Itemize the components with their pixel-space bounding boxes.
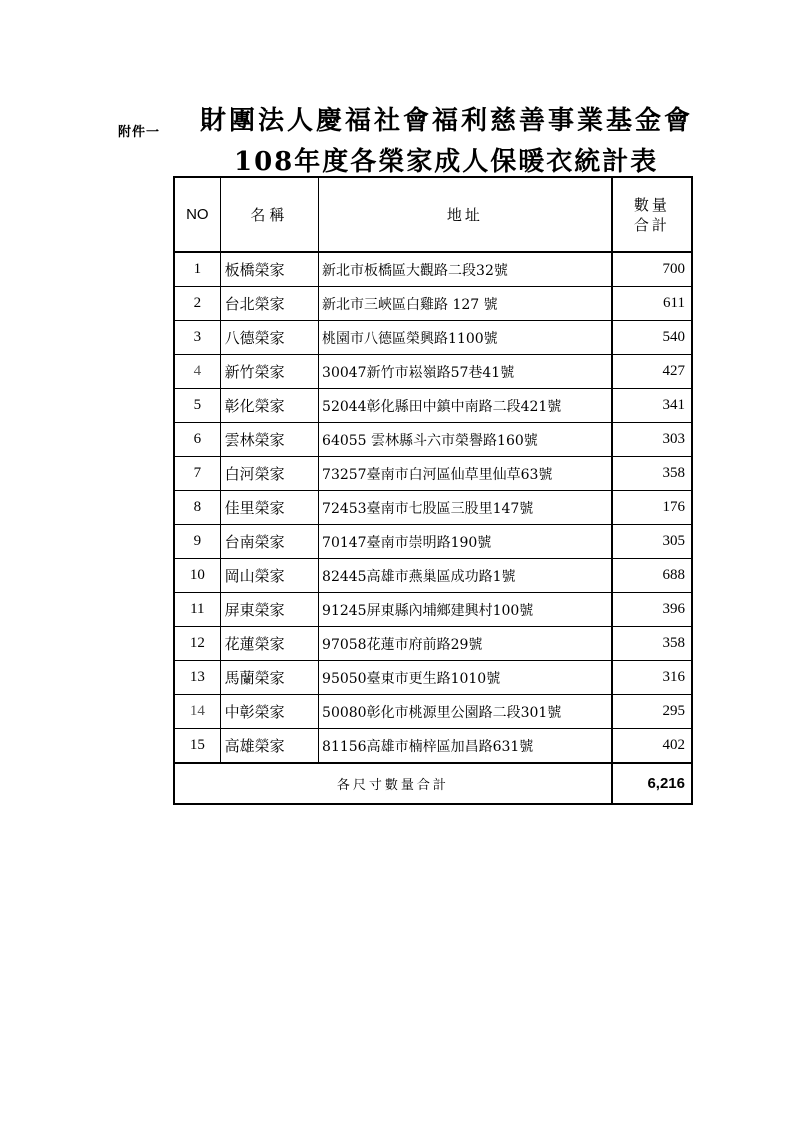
table-row	[174, 695, 692, 729]
row-address: 桃園市八德區榮興路1100號	[319, 321, 612, 355]
row-address: 73257臺南市白河區仙草里仙草63號	[319, 457, 612, 491]
row-address: 95050臺東市更生路1010號	[319, 661, 612, 695]
row-address: 70147臺南市崇明路190號	[319, 525, 612, 559]
row-no: 9	[174, 525, 220, 559]
table-row	[174, 559, 692, 593]
row-address: 30047新竹市崧嶺路57巷41號	[319, 355, 612, 389]
row-address: 50080彰化市桃源里公園路二段301號	[319, 695, 612, 729]
table-row	[174, 729, 692, 764]
row-name: 台北榮家	[220, 287, 318, 321]
table-row	[174, 355, 692, 389]
table-row	[174, 593, 692, 627]
row-quantity: 688	[612, 559, 692, 593]
row-quantity: 396	[612, 593, 692, 627]
row-no: 2	[174, 287, 220, 321]
row-name: 屏東榮家	[220, 593, 318, 627]
header-address: 地址	[319, 177, 612, 252]
table-row	[174, 661, 692, 695]
row-no: 7	[174, 457, 220, 491]
row-address: 82445高雄市燕巢區成功路1號	[319, 559, 612, 593]
row-no: 5	[174, 389, 220, 423]
row-name: 彰化榮家	[220, 389, 318, 423]
row-name: 高雄榮家	[220, 729, 318, 764]
header-name: 名稱	[220, 177, 318, 252]
row-no: 4	[174, 355, 220, 389]
row-address: 新北市三峽區白雞路 127 號	[319, 287, 612, 321]
header-quantity-line2: 合計	[633, 215, 670, 234]
table-row	[174, 525, 692, 559]
attachment-label: 附件一	[118, 125, 161, 140]
table-row	[174, 457, 692, 491]
header-quantity-line1: 數量	[633, 195, 670, 214]
row-name: 馬蘭榮家	[220, 661, 318, 695]
document-subtitle: 108年度各榮家成人保暖衣統計表	[234, 147, 659, 177]
row-no: 3	[174, 321, 220, 355]
row-quantity: 402	[612, 729, 692, 764]
header-quantity	[612, 177, 692, 252]
row-no: 11	[174, 593, 220, 627]
row-quantity: 358	[612, 627, 692, 661]
row-no: 14	[174, 695, 220, 729]
row-name: 白河榮家	[220, 457, 318, 491]
row-name: 岡山榮家	[220, 559, 318, 593]
row-no: 15	[174, 729, 220, 764]
row-quantity: 176	[612, 491, 692, 525]
row-no: 1	[174, 252, 220, 287]
document-title: 財團法人慶福社會福利慈善事業基金會	[200, 106, 694, 136]
table-row	[174, 627, 692, 661]
row-name: 中彰榮家	[220, 695, 318, 729]
row-quantity: 427	[612, 355, 692, 389]
row-name: 八德榮家	[220, 321, 318, 355]
table-row	[174, 287, 692, 321]
row-name: 新竹榮家	[220, 355, 318, 389]
row-address: 97058花蓮市府前路29號	[319, 627, 612, 661]
row-no: 13	[174, 661, 220, 695]
row-quantity: 700	[612, 252, 692, 287]
row-quantity: 316	[612, 661, 692, 695]
row-address: 新北市板橋區大觀路二段32號	[319, 252, 612, 287]
statistics-table	[173, 176, 693, 805]
table-row	[174, 491, 692, 525]
row-quantity: 305	[612, 525, 692, 559]
row-name: 雲林榮家	[220, 423, 318, 457]
total-row	[174, 763, 692, 804]
table-header-row	[174, 177, 692, 252]
table-row	[174, 423, 692, 457]
row-quantity: 611	[612, 287, 692, 321]
row-name: 台南榮家	[220, 525, 318, 559]
row-quantity: 358	[612, 457, 692, 491]
table-row	[174, 252, 692, 287]
row-address: 81156高雄市楠梓區加昌路631號	[319, 729, 612, 764]
row-no: 12	[174, 627, 220, 661]
row-no: 6	[174, 423, 220, 457]
table-row	[174, 321, 692, 355]
row-address: 72453臺南市七股區三股里147號	[319, 491, 612, 525]
table-row	[174, 389, 692, 423]
header-no: NO	[174, 177, 220, 252]
row-quantity: 540	[612, 321, 692, 355]
row-address: 91245屏東縣內埔鄉建興村100號	[319, 593, 612, 627]
row-name: 花蓮榮家	[220, 627, 318, 661]
table-body	[174, 252, 692, 763]
row-quantity: 295	[612, 695, 692, 729]
row-quantity: 341	[612, 389, 692, 423]
row-address: 52044彰化縣田中鎮中南路二段421號	[319, 389, 612, 423]
row-name: 板橋榮家	[220, 252, 318, 287]
total-value: 6,216	[612, 763, 692, 804]
row-name: 佳里榮家	[220, 491, 318, 525]
row-no: 10	[174, 559, 220, 593]
row-address: 64055 雲林縣斗六市榮譽路160號	[319, 423, 612, 457]
total-label: 各尺寸數量合計	[174, 763, 612, 804]
row-quantity: 303	[612, 423, 692, 457]
row-no: 8	[174, 491, 220, 525]
